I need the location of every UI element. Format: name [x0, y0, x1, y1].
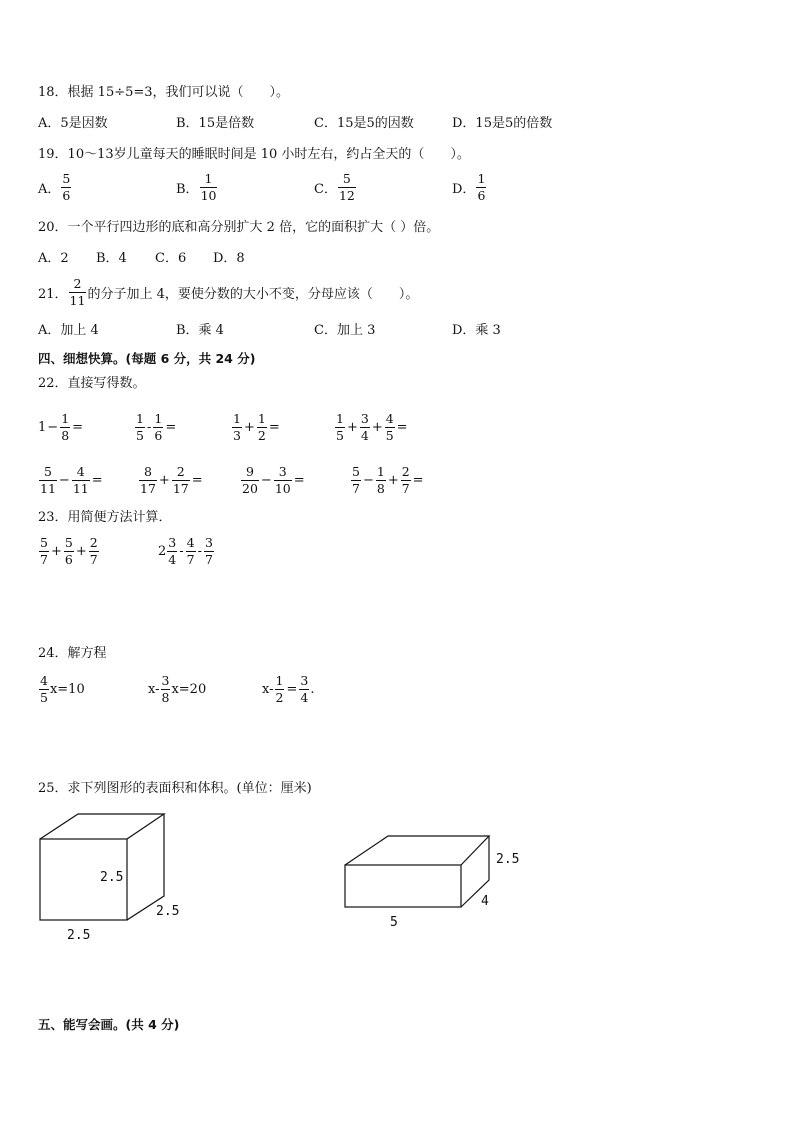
- option-label: D．: [452, 182, 476, 197]
- denominator: 7: [401, 481, 410, 496]
- denominator: 2: [257, 428, 266, 443]
- numerator: 5: [64, 535, 73, 550]
- q20-option-b: B．4: [96, 251, 127, 266]
- denominator: 5: [336, 428, 344, 443]
- cuboid-height-label: 2.5: [496, 852, 520, 867]
- q19-text: 19．10～13岁儿童每天的睡眠时间是 10 小时左右，约占全天的（ ）。: [38, 147, 470, 162]
- cube-top-face: [40, 814, 164, 839]
- q22-expr-3: [231, 412, 281, 443]
- option-label: C．: [314, 182, 337, 197]
- denominator: 7: [40, 552, 48, 567]
- fraction: [39, 536, 49, 567]
- cuboid-top-face: [345, 836, 489, 865]
- fraction: [39, 674, 49, 705]
- whole: 2: [158, 544, 167, 559]
- denominator: 11: [69, 293, 86, 308]
- equals: =: [396, 420, 408, 435]
- fraction: [72, 465, 90, 496]
- cuboid-depth-label: 4: [481, 894, 489, 909]
- denominator: 2: [275, 690, 284, 705]
- equation-rest: x=20: [171, 682, 207, 697]
- denominator: 11: [40, 481, 56, 496]
- fraction: [186, 536, 196, 567]
- cube-side-label: 2.5: [156, 904, 180, 919]
- denominator: 6: [64, 552, 73, 567]
- numerator: 2: [89, 535, 98, 550]
- cube-bottom-label: 2.5: [67, 928, 91, 943]
- operator: -: [197, 544, 202, 559]
- whole: 1: [38, 420, 47, 435]
- equals: =: [72, 420, 84, 435]
- fraction: [274, 465, 292, 496]
- operator: −: [260, 473, 272, 488]
- numerator: 1: [376, 464, 385, 479]
- q20-text: 20．一个平行四边形的底和高分别扩大 2 倍，它的面积扩大（ ）倍。: [38, 220, 440, 235]
- equals: =: [165, 420, 177, 435]
- question-number: 21．: [38, 287, 68, 302]
- q19-option-b: [176, 172, 218, 203]
- denominator: 8: [61, 428, 70, 443]
- numerator: 2: [73, 276, 82, 291]
- denominator: 4: [300, 690, 309, 705]
- denominator: 8: [376, 481, 385, 496]
- denominator: 10: [274, 481, 291, 496]
- q24-eq-2: [148, 674, 206, 705]
- q21-option-c: C．加上 3: [314, 323, 376, 338]
- operator: -: [179, 544, 184, 559]
- numerator: 1: [336, 411, 344, 426]
- denominator: 5: [385, 428, 394, 443]
- q19-option-a: [38, 172, 72, 203]
- fraction: [385, 412, 395, 443]
- q24-eq-1: [38, 674, 85, 705]
- numerator: 4: [186, 535, 195, 550]
- q18-text: 18．根据 15÷5=3，我们可以说（ ）。: [38, 85, 290, 100]
- fraction: [153, 412, 163, 443]
- fraction: [376, 465, 386, 496]
- numerator: 5: [43, 464, 52, 479]
- numerator: 5: [62, 171, 71, 186]
- fraction: [139, 465, 157, 496]
- fraction: [476, 172, 486, 203]
- q24-text: 24．解方程: [38, 646, 107, 661]
- numerator: 9: [245, 464, 254, 479]
- fraction: [335, 412, 345, 443]
- q21-text: [38, 277, 418, 308]
- q22-expr-5: [38, 465, 104, 496]
- fraction: [89, 536, 99, 567]
- denominator: 5: [40, 690, 48, 705]
- q23-text: 23．用简便方法计算．: [38, 510, 172, 525]
- section-4-title: 四、细想快算。(每题 6 分，共 24 分): [38, 351, 256, 366]
- denominator: 6: [154, 428, 163, 443]
- cube-front-label: 2.5: [100, 870, 124, 885]
- fraction: [232, 412, 242, 443]
- q22-expr-4: [334, 412, 409, 443]
- fraction: [61, 172, 71, 203]
- denominator: 4: [168, 552, 177, 567]
- question-body: 的分子加上 4，要使分数的大小不变，分母应该（ ）。: [87, 287, 419, 302]
- denominator: 17: [172, 481, 189, 496]
- option-label: A．: [38, 182, 61, 197]
- numerator: 3: [205, 535, 213, 550]
- denominator: 7: [186, 552, 195, 567]
- q18-option-c: C．15是5的因数: [314, 116, 414, 131]
- operator: −: [47, 420, 59, 435]
- q22-expr-8: [350, 465, 425, 496]
- q20-option-a: A．2: [38, 251, 69, 266]
- operator: +: [346, 420, 358, 435]
- denominator: 4: [360, 428, 369, 443]
- q19-option-d: [452, 172, 487, 203]
- equals: =: [412, 473, 424, 488]
- fraction: [64, 536, 74, 567]
- q18-option-b: B．15是倍数: [176, 116, 255, 131]
- q18-option-d: D．15是5的倍数: [452, 116, 553, 131]
- numerator: 3: [161, 673, 170, 688]
- operator: +: [158, 473, 170, 488]
- numerator: 2: [176, 464, 185, 479]
- numerator: 4: [385, 411, 394, 426]
- numerator: 2: [401, 464, 410, 479]
- fraction: [172, 465, 190, 496]
- q20-option-c: C．6: [155, 251, 187, 266]
- q22-expr-6: [138, 465, 204, 496]
- fraction: [275, 674, 285, 705]
- q22-text: 22．直接写得数。: [38, 376, 146, 391]
- operator: +: [75, 544, 87, 559]
- equation-prefix: x-: [148, 682, 160, 697]
- equals: =: [91, 473, 103, 488]
- equation-rest: x=10: [49, 682, 85, 697]
- fraction: [69, 277, 87, 308]
- denominator: 20: [242, 481, 258, 496]
- denominator: 12: [338, 188, 355, 203]
- numerator: 5: [352, 464, 360, 479]
- numerator: 1: [477, 171, 486, 186]
- numerator: 3: [168, 535, 177, 550]
- operator: −: [58, 473, 70, 488]
- operator: +: [387, 473, 399, 488]
- fraction: [161, 674, 171, 705]
- denominator: 10: [200, 188, 217, 203]
- numerator: 1: [154, 411, 163, 426]
- equation-prefix: x-: [262, 682, 274, 697]
- q22-expr-7: [240, 465, 306, 496]
- q20-option-d: D．8: [213, 251, 245, 266]
- numerator: 4: [76, 464, 85, 479]
- operator: +: [371, 420, 383, 435]
- numerator: 3: [360, 411, 369, 426]
- fraction: [401, 465, 411, 496]
- q22-expr-2: [134, 412, 177, 443]
- q23-expr-1: [38, 536, 100, 567]
- denominator: 5: [136, 428, 144, 443]
- q21-option-b: B．乘 4: [176, 323, 224, 338]
- q18-option-a: A．5是因数: [38, 116, 108, 131]
- cuboid-figure: [345, 836, 489, 907]
- numerator: 1: [61, 411, 70, 426]
- operator: +: [50, 544, 62, 559]
- denominator: 11: [72, 481, 89, 496]
- cube-figure: [40, 814, 164, 920]
- denominator: 8: [161, 690, 170, 705]
- fraction: [360, 412, 370, 443]
- denominator: 7: [352, 481, 360, 496]
- numerator: 5: [40, 535, 48, 550]
- fraction: [167, 536, 177, 567]
- q21-option-d: D．乘 3: [452, 323, 501, 338]
- denominator: 3: [233, 428, 241, 443]
- fraction: [204, 536, 214, 567]
- numerator: 1: [233, 411, 241, 426]
- equals: =: [286, 682, 298, 697]
- q25-text: 25．求下列图形的表面积和体积。(单位：厘米): [38, 781, 312, 796]
- fraction: [200, 172, 218, 203]
- equals: =: [191, 473, 203, 488]
- equals: =: [293, 473, 305, 488]
- fraction: [135, 412, 145, 443]
- q19-option-c: [314, 172, 357, 203]
- fraction: [338, 172, 356, 203]
- q21-option-a: A．加上 4: [38, 323, 99, 338]
- operator: +: [243, 420, 255, 435]
- operator: −: [362, 473, 374, 488]
- equals: =: [268, 420, 280, 435]
- denominator: 7: [205, 552, 213, 567]
- q25-figures: [0, 800, 794, 960]
- denominator: 6: [62, 188, 71, 203]
- numerator: 1: [275, 673, 284, 688]
- operator: -: [146, 420, 152, 435]
- fraction: [60, 412, 70, 443]
- denominator: 17: [140, 481, 156, 496]
- fraction: [39, 465, 57, 496]
- fraction: [299, 674, 309, 705]
- period: .: [310, 682, 315, 697]
- denominator: 7: [89, 552, 98, 567]
- numerator: 1: [257, 411, 266, 426]
- numerator: 5: [342, 171, 351, 186]
- fraction: [257, 412, 267, 443]
- q22-expr-1: [38, 412, 84, 443]
- denominator: 6: [477, 188, 486, 203]
- numerator: 4: [40, 673, 48, 688]
- numerator: 1: [204, 171, 213, 186]
- numerator: 1: [136, 411, 144, 426]
- numerator: 3: [300, 673, 309, 688]
- fraction: [351, 465, 361, 496]
- cuboid-length-label: 5: [390, 915, 398, 930]
- section-5-title: 五、能写会画。(共 4 分): [38, 1017, 180, 1032]
- numerator: 3: [278, 464, 287, 479]
- q24-eq-3: [262, 674, 314, 705]
- cuboid-front-face: [345, 865, 461, 907]
- numerator: 8: [143, 464, 152, 479]
- q23-expr-2: [158, 536, 215, 567]
- fraction: [241, 465, 259, 496]
- option-label: B．: [176, 182, 199, 197]
